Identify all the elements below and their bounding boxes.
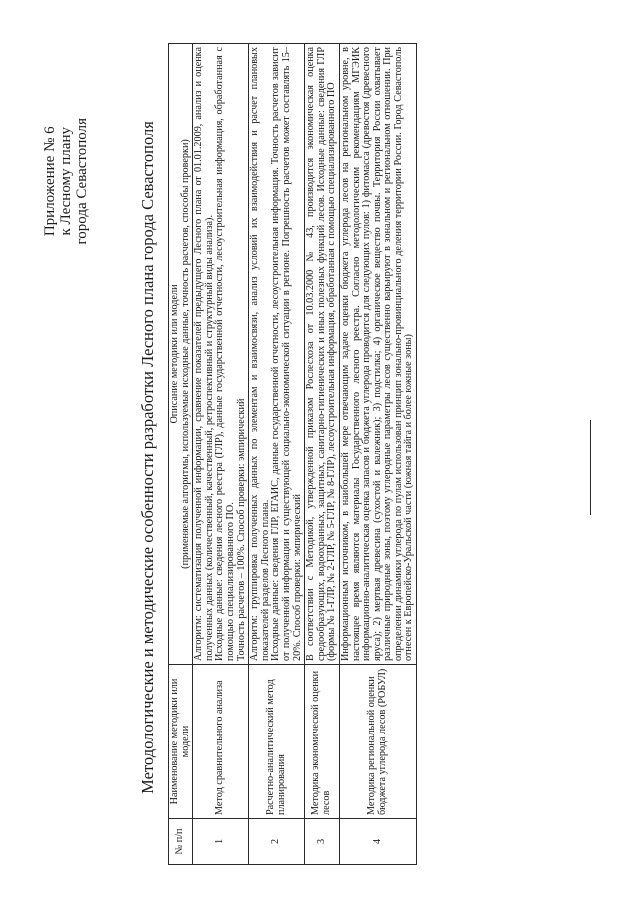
table-header-row — [169, 44, 193, 865]
header-description — [169, 44, 193, 665]
table-row — [193, 44, 249, 865]
divider-line — [590, 420, 591, 515]
appendix-city: города Севастополя — [74, 118, 90, 245]
method-description — [305, 44, 340, 665]
header-name: Наименование методики или модели — [169, 665, 193, 819]
appendix-heading — [42, 118, 90, 245]
description-paragraph: Исходные данные: сведения ГЛР, ЕГАИС, данные государственной отчетности, лесоустроительная информация. Точность расчетов зависит от полученной информации и существующей социально-экономической ситуации в регионе. Погрешность расчетов может составлять 15–20%. Способ проверки: эмпирический — [270, 47, 303, 661]
header-description-subtitle: (применяемые алгоритмы, используемые исходные данные, точность расчетов, способы проверки) — [179, 139, 191, 569]
header-num: № п/п — [169, 819, 193, 865]
description-paragraph: Исходные данные: сведения лесного реестра (ГЛР), данные государственной отчетности, лесоустроительная информация, обработанная с помощью специализированного ПО. — [214, 47, 236, 661]
description-paragraph: В соответствии с Методикой, утвержденной приказом Рослесхоза от 10.03.2000 № 43, производится экономическая оценка средообразующих, водоохранных, защитных, санитарно-гигиенических и иных полезных функций лесов. Исходные данные: сведения ГЛР (формы № 1-ГЛР, № 2-ГЛР, № 5-ГЛР, № 8-ГЛР), лесоустроительная информация, обработанная с помощью специализированного ПО — [305, 47, 338, 661]
header-description-title: Описание методики или модели — [169, 284, 180, 424]
appendix-number: Приложение № 6 — [42, 126, 58, 237]
document-title: Методологические и методические особенности разработки Лесного плана города Севастополя — [138, 121, 157, 794]
description-paragraph: Точность расчетов – 100%. Способ проверки: эмпирический — [235, 398, 247, 661]
table-row — [339, 44, 416, 865]
method-description — [339, 44, 416, 665]
row-number: 1 — [193, 819, 249, 865]
description-paragraph: Алгоритм: группировка полученных данных по элементам и взаимосвязи, анализ условий их взаимодействия и расчет плановых показателей разделов Лесного плана. — [249, 47, 271, 661]
table-row — [305, 44, 340, 865]
method-description — [249, 44, 305, 665]
table-row — [249, 44, 305, 865]
appendix-reference: к Лесному плану — [58, 127, 74, 236]
method-name: Методика региональной оценки бюджета углерода лесов (РОБУЛ) — [339, 665, 416, 819]
method-name: Методика экономической оценки лесов — [305, 665, 340, 819]
description-paragraph: Алгоритм: систематизация полученной информации, сравнение показателей предыдущего Лесного плана от 01.01.2009, анализ и оценка полученных данных (количественный, качественный, ретроспективный и структурный виды анализа). — [193, 47, 215, 661]
row-number: 3 — [305, 819, 340, 865]
method-name: Метод сравнительного анализа — [193, 665, 249, 819]
methods-table — [168, 43, 417, 865]
row-number: 2 — [249, 819, 305, 865]
description-paragraph: Информационным источником, в наибольшей мере отвечающим задаче оценки бюджета углерода лесов на региональном уровне, в настоящее время являются материалы Государственного лесного реестра. Согласно методологическим рекомендациям МГЭИК информационно-аналитическая оценка запасов и бюджета углерода проводится для следующих пулов: 1) фитомасса (древостоя (древесного яруса); 2) мертвая древесина (сухостой и валежник); 3) подстилка; 4) органическое вещество почвы. Территория России охватывает различные природные зоны, поэтому углеродные параметры лесов существенно варьируют в зональном и региональном отношении. При определении динамики углерода по пулам использован принцип зонально-провинциального деления территории России. Город Севастополь отнесен к Европейско-Уральской части (южная тайга и более южные зоны) — [339, 47, 415, 661]
row-number: 4 — [339, 819, 416, 865]
method-description — [193, 44, 249, 665]
method-name: Расчетно-аналитический метод планирования — [249, 665, 305, 819]
